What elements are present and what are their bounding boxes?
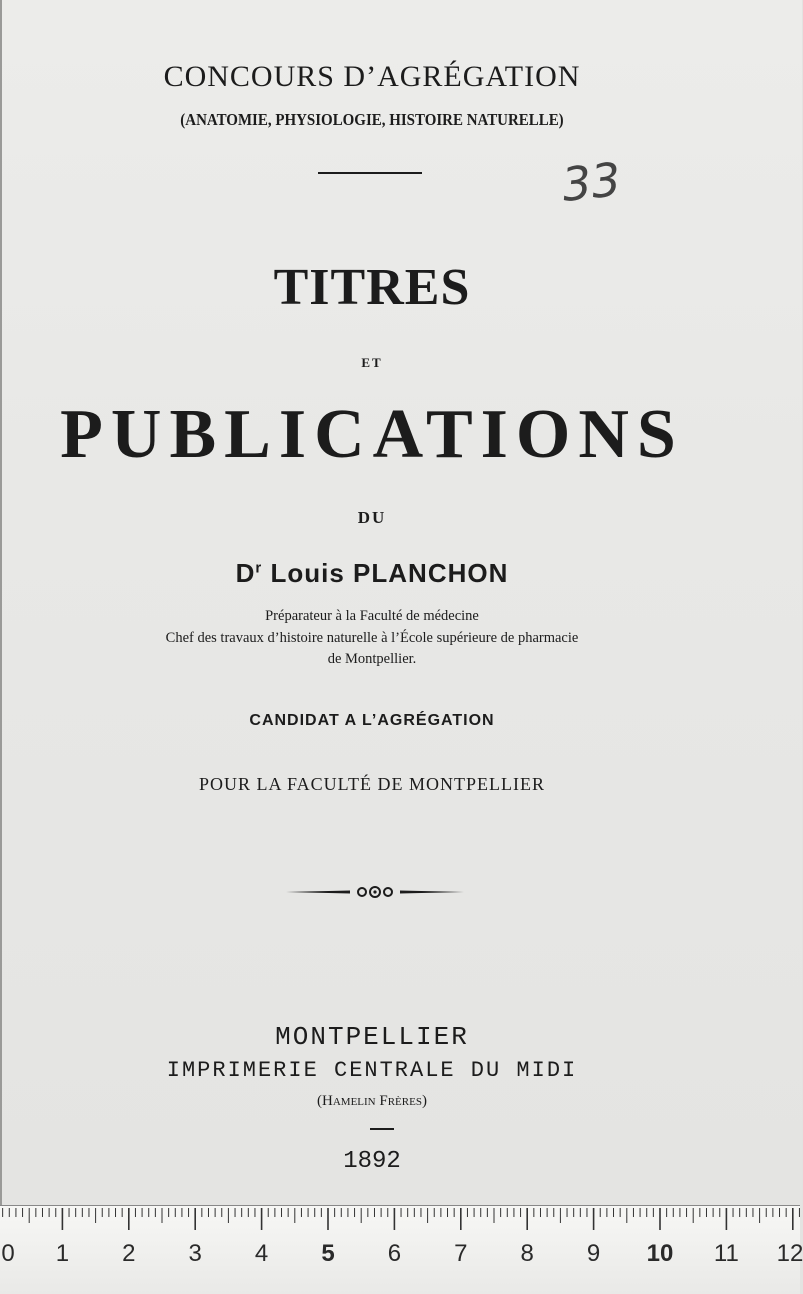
ruler-number: 2 [122, 1240, 136, 1267]
ruler-number: 1 [55, 1240, 70, 1267]
author-title: D [235, 558, 256, 588]
title-connector: ET [361, 355, 383, 370]
imprint-city: MONTPELLIER [275, 1022, 469, 1052]
short-rule [370, 1128, 394, 1130]
ruler-number: 0 [1, 1240, 15, 1267]
measuring-ruler [0, 1205, 803, 1294]
ruler-number: 6 [387, 1240, 402, 1267]
author-name-line [2, 558, 742, 589]
ruler-number: 8 [520, 1240, 534, 1267]
ruler-number: 4 [254, 1240, 269, 1267]
author-prefix: DU [357, 508, 387, 527]
ruler-number: 10 [646, 1240, 674, 1267]
affiliation-line: Préparateur à la Faculté de médecine [265, 608, 479, 624]
main-title-publications: PUBLICATIONS [60, 396, 684, 473]
affiliation-line: de Montpellier. [327, 651, 417, 667]
ornament-rule-icon [286, 884, 464, 900]
ruler-number: 5 [321, 1240, 335, 1267]
handwritten-page-number: 33 [559, 152, 624, 212]
candidacy-label: CANDIDAT A L’AGRÉGATION [249, 712, 495, 729]
ruler-number: 12 [776, 1240, 803, 1267]
publication-year: 1892 [343, 1148, 401, 1175]
competition-subtitle: (ANATOMIE, PHYSIOLOGIE, HISTOIRE NATURELLE) [180, 110, 564, 129]
faculty-label: POUR LA FACULTÉ DE MONTPELLIER [198, 774, 545, 794]
competition-title: CONCOURS D’AGRÉGATION [163, 60, 581, 93]
ruler-number: 9 [586, 1240, 601, 1267]
affiliation-line: Chef des travaux d’histoire naturelle à l’École supérieure de pharmacie [165, 630, 579, 646]
imprint-printer: IMPRIMERIE CENTRALE DU MIDI [166, 1058, 578, 1083]
author-title-sup: r [255, 559, 263, 577]
divider-rule [318, 172, 422, 174]
main-title-titres: TITRES [273, 259, 471, 316]
ruler-number: 11 [713, 1240, 739, 1267]
ruler-number: 3 [188, 1240, 202, 1267]
ruler-number: 7 [454, 1240, 468, 1267]
author-name: Louis PLANCHON [270, 558, 509, 588]
imprint-printer-sub: (Hamelin Frères) [317, 1093, 427, 1109]
